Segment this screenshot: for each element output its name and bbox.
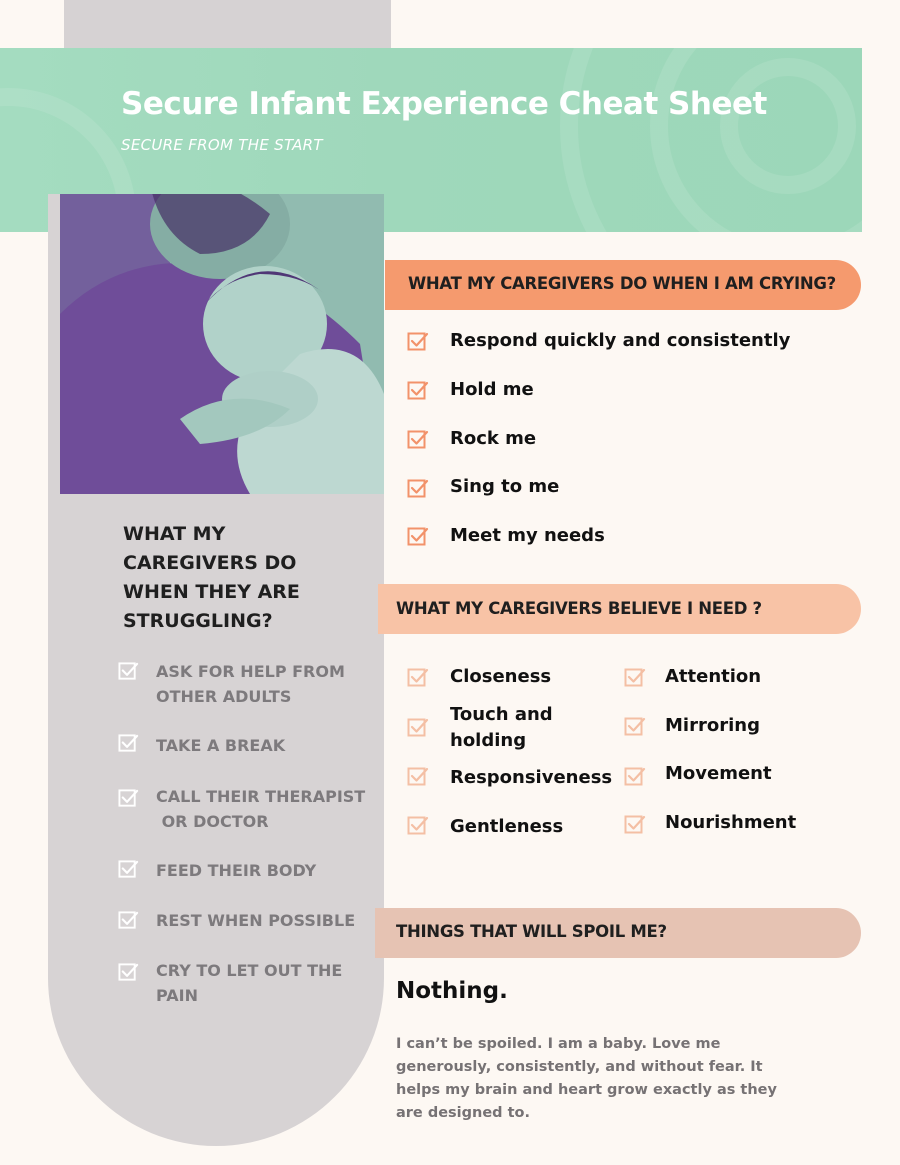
need-item: Gentleness: [450, 816, 564, 837]
crying-item: Respond quickly and consistently: [450, 330, 791, 351]
crying-item: Sing to me: [450, 476, 560, 497]
page-title: Secure Infant Experience Cheat Sheet: [121, 86, 767, 122]
checkbox-checked-icon: [624, 814, 646, 836]
checkbox-checked-icon: [118, 962, 139, 983]
struggling-item: CALL THEIR THERAPIST OR DOCTOR: [156, 787, 366, 831]
crying-section-title: WHAT MY CAREGIVERS DO WHEN I AM CRYING?: [408, 274, 836, 293]
need-item: Attention: [665, 666, 762, 687]
photo-illustration: [60, 194, 384, 494]
struggling-item: FEED THEIR BODY: [156, 861, 317, 880]
need-item: Closeness: [450, 666, 552, 687]
checkbox-checked-icon: [118, 859, 139, 880]
checkbox-checked-icon: [118, 788, 139, 809]
checkbox-checked-icon: [624, 667, 646, 689]
need-item: Responsiveness: [450, 767, 613, 788]
struggling-item: REST WHEN POSSIBLE: [156, 911, 356, 930]
checkbox-checked-icon: [624, 766, 646, 788]
checkbox-checked-icon: [407, 815, 429, 837]
struggling-item: ASK FOR HELP FROM OTHER ADULTS: [156, 662, 345, 706]
need-item: Mirroring: [665, 715, 760, 736]
needs-section-header: [378, 584, 861, 634]
spoil-section-header: [375, 908, 861, 958]
crying-item: Rock me: [450, 428, 537, 449]
spoil-description: I can’t be spoiled. I am a baby. Love me generously, consistently, and without fear. It helps my brain and heart grow exactly as they are designed to.: [396, 1036, 777, 1121]
need-item: Movement: [665, 763, 772, 784]
spoil-answer: Nothing.: [396, 978, 508, 1004]
mother-holding-baby-photo: [60, 194, 384, 494]
crying-section-header: [385, 260, 861, 310]
checkbox-checked-icon: [407, 478, 429, 500]
top-decorative-tab: [64, 0, 391, 48]
crying-item: Meet my needs: [450, 525, 605, 546]
struggling-section-title: WHAT MY CAREGIVERS DO WHEN THEY ARE STRUGGLING?: [123, 523, 300, 632]
page-subtitle: SECURE FROM THE START: [121, 136, 323, 154]
need-item: Nourishment: [665, 812, 797, 833]
checkbox-checked-icon: [407, 429, 429, 451]
checkbox-checked-icon: [118, 733, 139, 754]
checkbox-checked-icon: [407, 331, 429, 353]
struggling-item: CRY TO LET OUT THE PAIN: [156, 961, 343, 1005]
need-item: Touch and holding: [450, 704, 553, 751]
spoil-section-title: THINGS THAT WILL SPOIL ME?: [396, 922, 667, 941]
checkbox-checked-icon: [118, 910, 139, 931]
needs-section-title: WHAT MY CAREGIVERS BELIEVE I NEED ?: [396, 599, 762, 618]
crying-item: Hold me: [450, 379, 534, 400]
checkbox-checked-icon: [118, 661, 139, 682]
checkbox-checked-icon: [407, 717, 429, 739]
checkbox-checked-icon: [624, 716, 646, 738]
checkbox-checked-icon: [407, 766, 429, 788]
checkbox-checked-icon: [407, 380, 429, 402]
struggling-item: TAKE A BREAK: [156, 736, 286, 755]
checkbox-checked-icon: [407, 526, 429, 548]
checkbox-checked-icon: [407, 667, 429, 689]
ring-decoration: [720, 58, 856, 194]
